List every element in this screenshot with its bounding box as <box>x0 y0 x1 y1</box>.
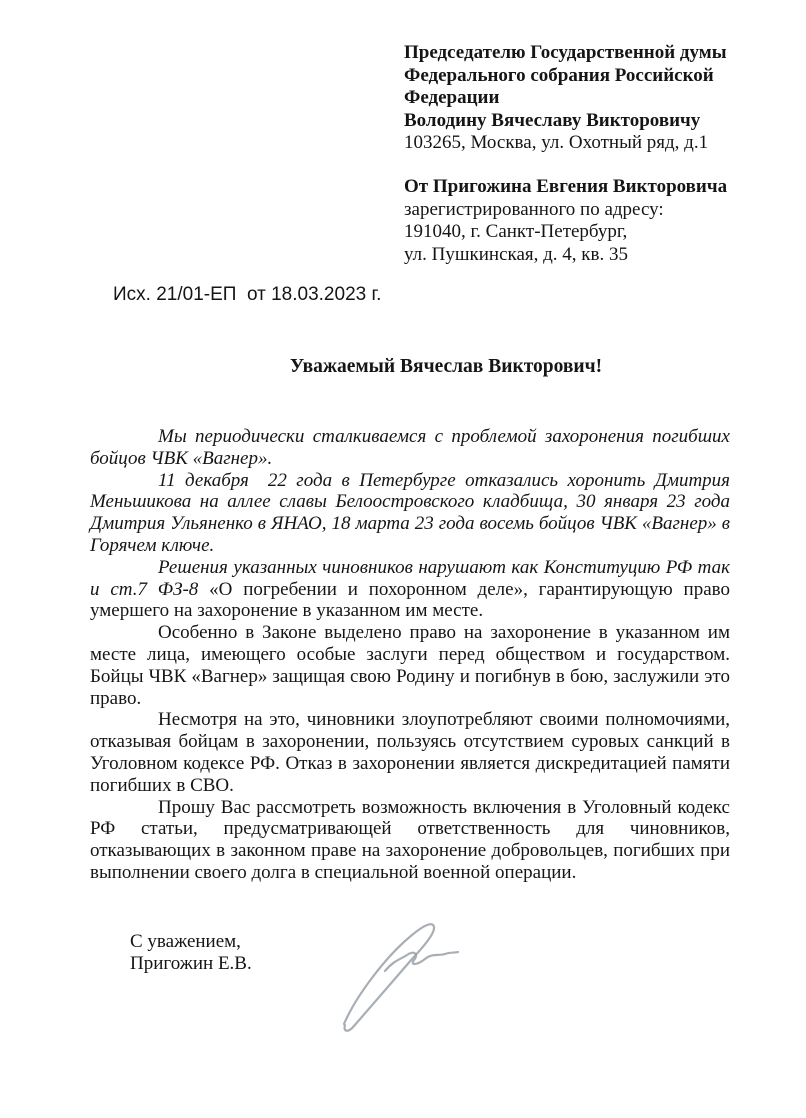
paragraph-2: 11 декабря 22 года в Петербурге отказались хоронить Дмитрия Меньшикова на аллее славы Белоостровского кладбища, 30 января 23 года Дмитрия Ульяненко в ЯНАО, 18 марта 23 года восемь бойцов ЧВК «Вагнер» в Горячем ключе. <box>90 469 735 556</box>
recipient-address: 103265, Москва, ул. Охотный ряд, д.1 <box>404 132 709 153</box>
paragraph-1: Мы периодически сталкиваемся с проблемой захоронения погибших бойцов ЧВК «Вагнер». <box>90 426 735 469</box>
recipient-block <box>404 42 749 155</box>
closing-regards: С уважением, <box>130 931 241 952</box>
recipient-name: Володину Вячеславу Викторовичу <box>404 109 701 131</box>
paragraph-3 <box>90 556 735 622</box>
sender-address-line: зарегистрированного по адресу: <box>404 198 664 220</box>
closing-signatory-name: Пригожин Е.В. <box>130 952 252 974</box>
sender-block <box>404 176 749 266</box>
closing-block <box>130 931 252 975</box>
letter-body <box>90 426 735 884</box>
paragraph-6: Прошу Вас рассмотреть возможность включения в Уголовный кодекс РФ статьи, предусматривающей ответственность для чиновников, отказывающих в законном праве на захоронение добровольцев, погибших при выполнении своего долга в специальной военной операции. <box>90 796 735 883</box>
sender-name: От Пригожина Евгения Викторовича <box>404 176 728 197</box>
recipient-title-line: Председателю Государственной думы <box>404 42 727 63</box>
sender-address-line: 191040, г. Санкт-Петербург, <box>404 221 628 242</box>
signature-flourish-stroke <box>385 952 458 971</box>
reference-number: Исх. 21/01-ЕП от 18.03.2023 г. <box>113 284 382 305</box>
paragraph-4: Особенно в Законе выделено право на захоронение в указанном им месте лица, имеющего особые заслуги перед обществом и государством. Бойцы ЧВК «Вагнер» защищая свою Родину и погибнув в бою, заслужили это право. <box>90 622 735 709</box>
signature-main-stroke <box>344 924 434 1031</box>
paragraph-3-italic-part: Решения указанных чиновников нарушают как Конституцию РФ так и ст.7 ФЗ-8 <box>90 556 735 600</box>
signature-scribble <box>328 918 478 1038</box>
paragraph-3-regular-part: «О погребении и похоронном деле», гарантирующую право умершего на захоронение в указанном им месте. <box>90 578 735 622</box>
salutation: Уважаемый Вячеслав Викторович! <box>289 356 603 377</box>
recipient-title-line: Федерации <box>404 87 500 108</box>
recipient-title-line: Федерального собрания Российской <box>404 64 714 86</box>
sender-address-line: ул. Пушкинская, д. 4, кв. 35 <box>404 243 628 265</box>
paragraph-5: Несмотря на это, чиновники злоупотребляют своими полномочиями, отказывая бойцам в захоронении, пользуясь отсутствием суровых санкций в Уголовном кодексе РФ. Отказ в захоронении является дискредитацией памяти погибших в СВО. <box>90 709 735 796</box>
